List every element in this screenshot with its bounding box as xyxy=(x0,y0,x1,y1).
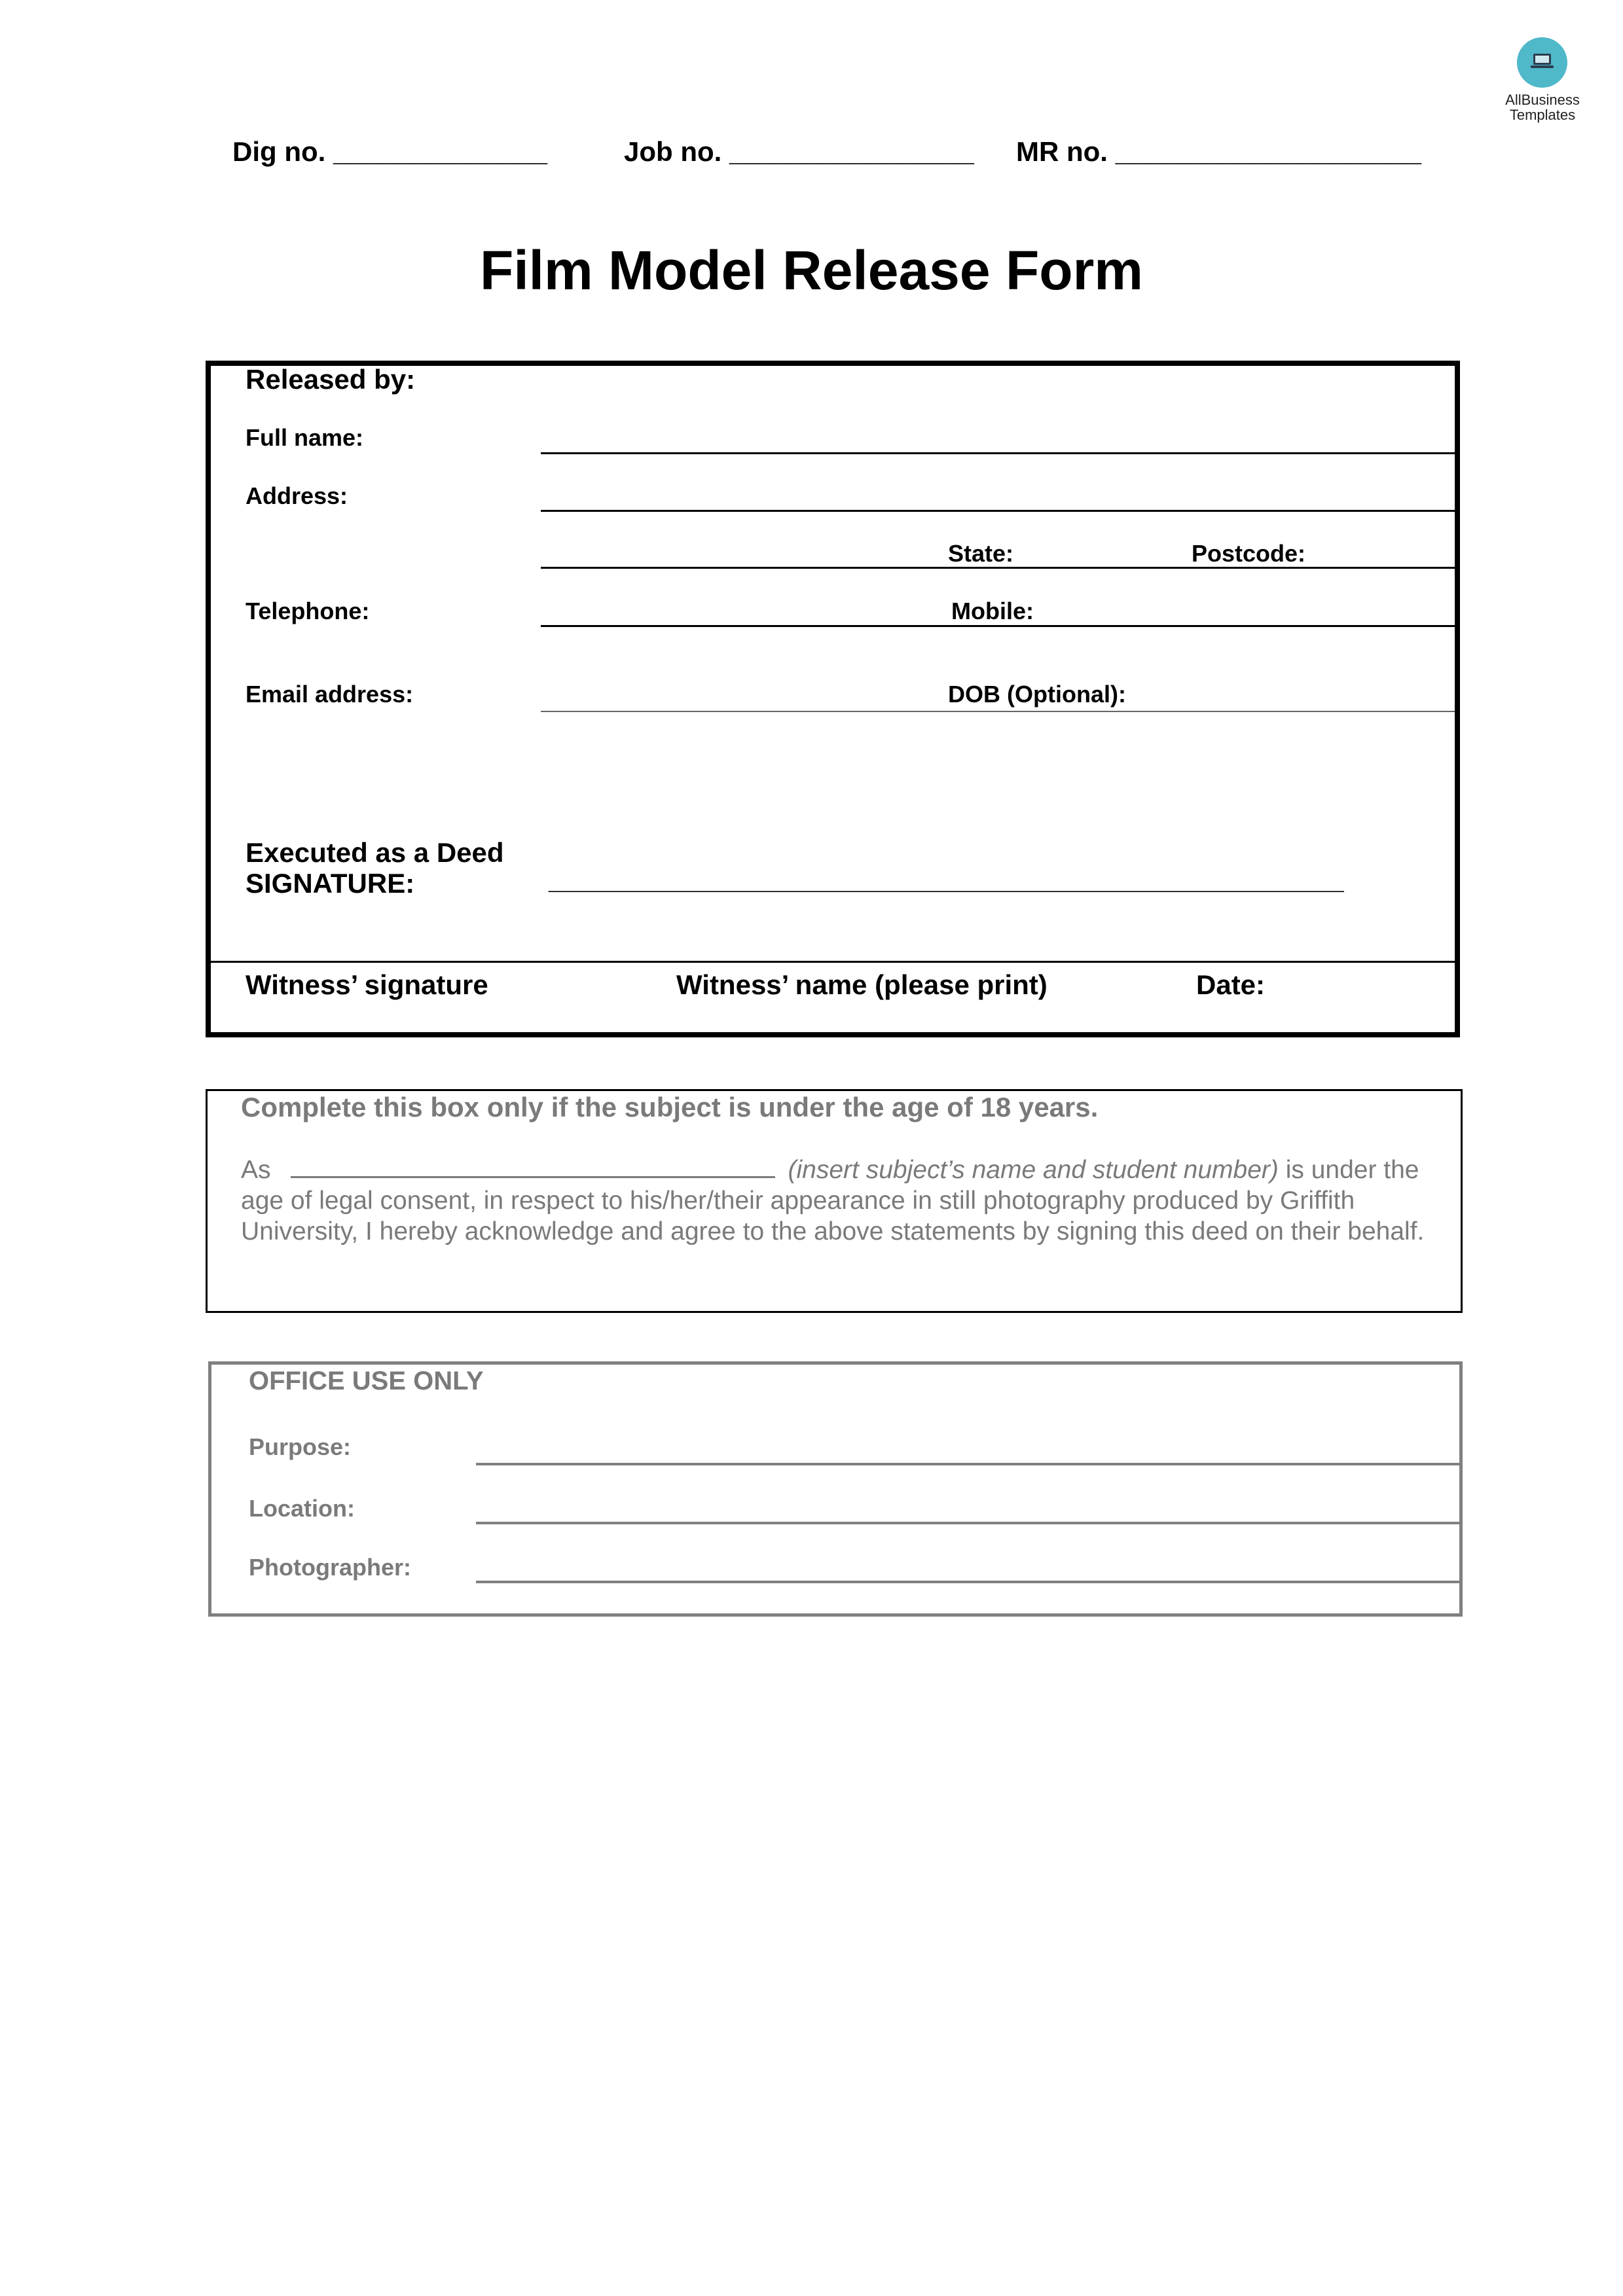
postcode-label: Postcode: xyxy=(1192,540,1306,567)
dob-label: DOB (Optional): xyxy=(948,681,1126,708)
minor-consent-text xyxy=(241,1155,1446,1247)
witness-name-label: Witness’ name (please print) xyxy=(676,969,1048,1000)
insert-note: (insert subject’s name and student number) xyxy=(788,1156,1279,1184)
telephone-field[interactable] xyxy=(541,625,1455,627)
photographer-label: Photographer: xyxy=(249,1554,411,1581)
executed-label: Executed as a Deed xyxy=(246,837,504,868)
date-label: Date: xyxy=(1196,969,1266,1000)
job-no-field[interactable]: Job no. ________________ xyxy=(624,136,974,167)
state-label: State: xyxy=(948,540,1014,567)
signature-field[interactable]: ____________________________________________________ xyxy=(549,864,1344,895)
purpose-label: Purpose: xyxy=(249,1433,352,1460)
as-label: As xyxy=(241,1156,271,1184)
purpose-field[interactable] xyxy=(476,1463,1460,1465)
page-title: Film Model Release Form xyxy=(480,240,1143,301)
signature-label: SIGNATURE: xyxy=(246,868,415,899)
address-line2-field[interactable] xyxy=(541,567,1455,569)
dig-no-field[interactable]: Dig no. ______________ xyxy=(232,136,547,167)
released-by-heading: Released by: xyxy=(246,364,416,395)
full-name-field[interactable] xyxy=(541,452,1455,454)
logo-text-line2: Templates xyxy=(1509,107,1576,123)
location-field[interactable] xyxy=(476,1522,1460,1524)
address-field[interactable] xyxy=(541,510,1455,512)
minor-heading: Complete this box only if the subject is under the age of 18 years. xyxy=(241,1092,1099,1122)
laptop-icon xyxy=(1530,52,1554,69)
mr-no-field[interactable]: MR no. ____________________ xyxy=(1016,136,1421,167)
full-name-label: Full name: xyxy=(246,424,364,451)
logo-text-line1: AllBusiness xyxy=(1505,92,1580,108)
mobile-label: Mobile: xyxy=(951,598,1034,624)
divider xyxy=(211,961,1455,963)
email-label: Email address: xyxy=(246,681,414,708)
office-heading: OFFICE USE ONLY xyxy=(249,1367,484,1395)
photographer-field[interactable] xyxy=(476,1581,1460,1583)
subject-name-field[interactable] xyxy=(291,1157,775,1178)
email-field[interactable] xyxy=(541,711,1455,712)
address-label: Address: xyxy=(246,482,348,509)
location-label: Location: xyxy=(249,1495,355,1522)
consent-statement: is under the age of legal consent, in respect to his/her/their appearance in still photography produced by Griffith University, I hereby acknowledge and agree to the above statements by signing this deed on their behalf. xyxy=(241,1156,1425,1246)
witness-signature-label: Witness’ signature xyxy=(246,969,488,1000)
telephone-label: Telephone: xyxy=(246,598,370,624)
